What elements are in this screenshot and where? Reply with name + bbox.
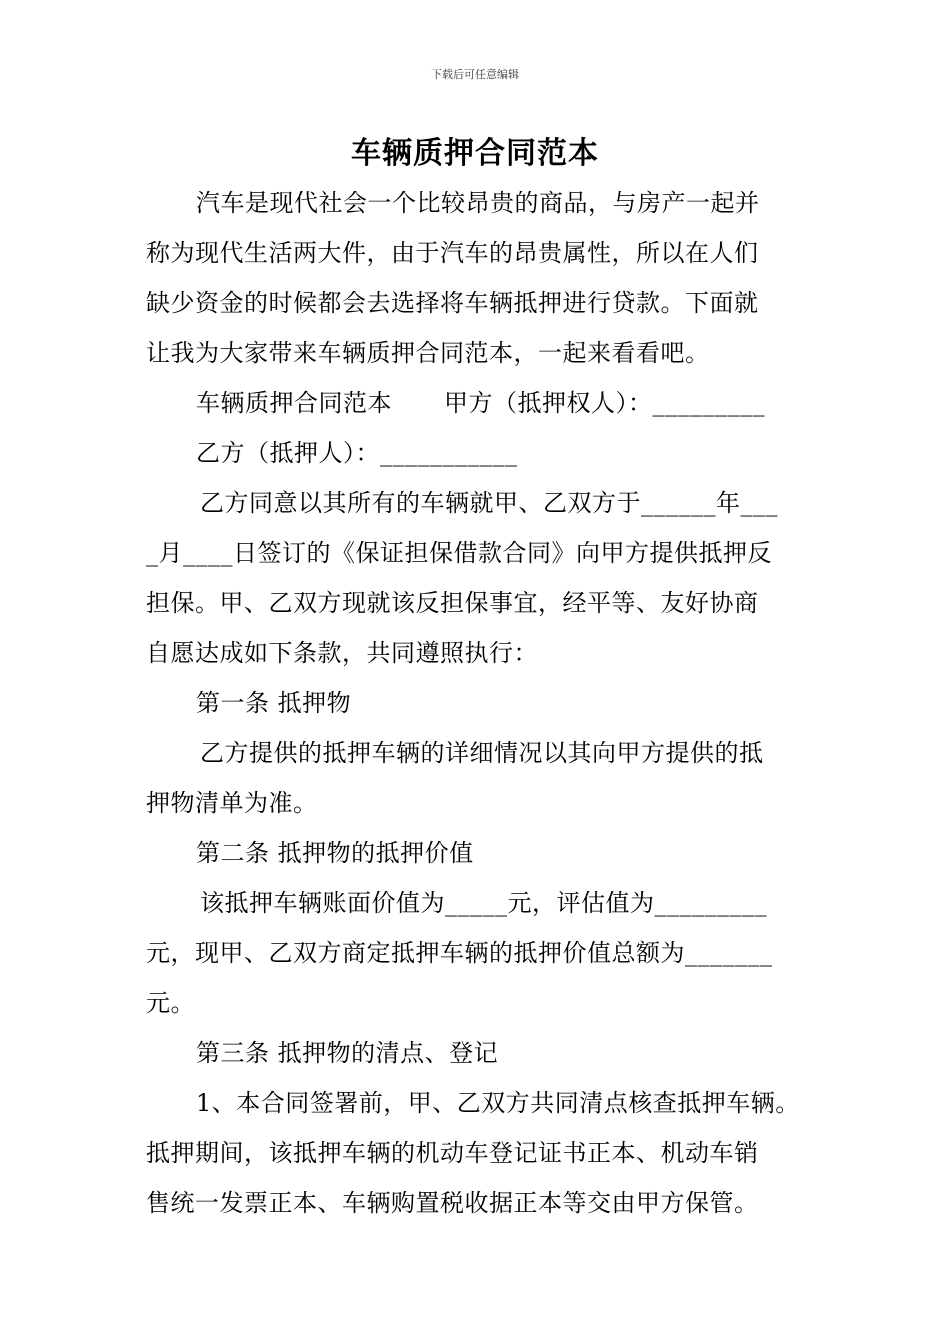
paragraph-line: 押物清单为准。 — [146, 789, 318, 817]
paragraph-line: 该抵押车辆账面价值为_____元，评估值为_________ — [200, 889, 767, 917]
article-heading: 第一条 抵押物 — [196, 689, 352, 717]
paragraph-line: 缺少资金的时候都会去选择将车辆抵押进行贷款。下面就 — [146, 289, 759, 317]
paragraph-line: 乙方同意以其所有的车辆就甲、乙双方于______年___ — [200, 489, 778, 517]
article-heading: 第三条 抵押物的清点、登记 — [196, 1039, 499, 1067]
paragraph-line: 乙方提供的抵押车辆的详细情况以其向甲方提供的抵 — [200, 739, 764, 767]
party-line — [146, 378, 846, 428]
document-title: 车辆质押合同范本 — [351, 136, 599, 171]
paragraph-line: 让我为大家带来车辆质押合同范本，一起来看看吧。 — [146, 339, 710, 367]
paragraph-line: 称为现代生活两大件，由于汽车的昂贵属性，所以在人们 — [146, 239, 759, 267]
article-heading: 第二条 抵押物的抵押价值 — [196, 839, 474, 867]
paragraph-line: 元。 — [146, 989, 195, 1017]
party-b: 乙方（抵押人）：___________ — [196, 439, 518, 467]
paragraph-line: 抵押期间，该抵押车辆的机动车登记证书正本、机动车销 — [146, 1139, 759, 1167]
paragraph-line: 售统一发票正本、车辆购置税收据正本等交由甲方保管。 — [146, 1189, 759, 1217]
contract-name: 车辆质押合同范本 — [196, 389, 392, 417]
paragraph-line: _月____日签订的《保证担保借款合同》向甲方提供抵押反 — [146, 539, 772, 567]
paragraph-line: 汽车是现代社会一个比较昂贵的商品，与房产一起并 — [196, 189, 760, 217]
paragraph-line: 1、本合同签署前，甲、乙双方共同清点核查抵押车辆。 — [196, 1089, 800, 1117]
paragraph-line: 自愿达成如下条款，共同遵照执行： — [146, 639, 538, 667]
header-note: 下载后可任意编辑 — [431, 68, 519, 81]
paragraph-line: 担保。甲、乙双方现就该反担保事宜，经平等、友好协商 — [146, 589, 759, 617]
document-body — [146, 178, 846, 1228]
paragraph-line: 元，现甲、乙双方商定抵押车辆的抵押价值总额为_______ — [146, 939, 773, 967]
party-a: 甲方（抵押权人）：_________ — [444, 389, 765, 417]
